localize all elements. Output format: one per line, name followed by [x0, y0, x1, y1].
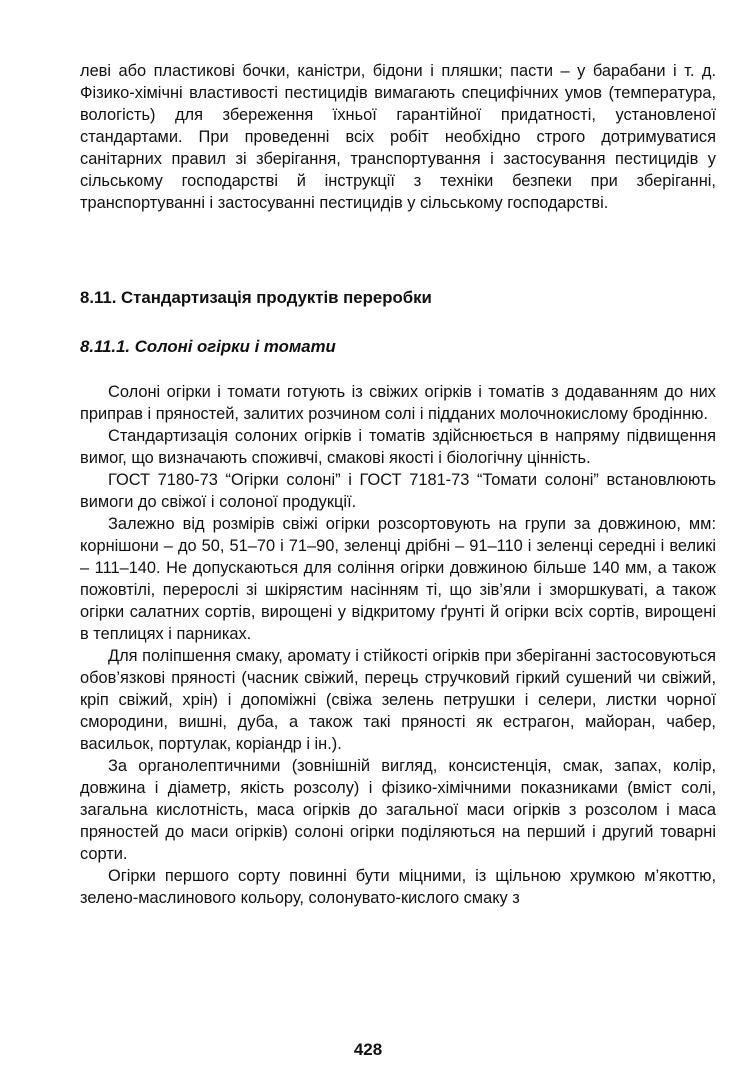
intro-block [80, 60, 716, 214]
intro-paragraph: леві або пластикові бочки, каністри, бідони і пляшки; пасти – у барабани і т. д. Фізико-хімічні властивості пестицидів вимагають специфічних умов (температура, вологість) для збереження їхньої гарантійної придатності, установленої стандартами. При проведенні всіх робіт необхідно строго дотримуватися санітарних правил зі зберігання, транспортування і застосування пестицидів у сільському господарстві й інструкції з техніки безпеки при зберіганні, транспортуванні і застосуванні пестицидів у сільському господарстві. [80, 62, 716, 212]
paragraph: ГОСТ 7180-73 “Огірки солоні” і ГОСТ 7181-73 “Томати солоні” встановлюють вимоги до свіжої і солоної продукції. [80, 471, 716, 511]
section-heading: 8.11. Стандартизація продуктів переробки [80, 288, 432, 307]
paragraph: Залежно від розмірів свіжі огірки розсортовують на групи за довжиною, мм: корнішони – до 50, 51–70 і 71–90, зеленці дрібні – 91–110 і зеленці середні і великі – 111–140. Не допускаються для соління огірки довжиною більше 140 мм, а також пожовтілі, перерослі зі шкірястим насінням ті, що зів’яли і зморшкуваті, а також огірки салатних сортів, вирощені у відкритому ґрунті й огірки всіх сортів, вирощені в теплицях і парниках. [80, 515, 716, 643]
subsection-heading: 8.11.1. Солоні огірки і томати [80, 337, 336, 356]
paragraph: Стандартизація солоних огірків і томатів здійснюється в напряму підвищення вимог, що визначають споживчі, смакові якості і біологічну цінність. [80, 427, 716, 467]
paragraph: Солоні огірки і томати готують із свіжих огірків і томатів з додаванням до них приправ і пряностей, залитих розчином солі і підданих молочнокислому бродінню. [80, 383, 716, 423]
page-number: 428 [353, 1040, 383, 1059]
paragraph: Для поліпшення смаку, аромату і стійкості огірків при зберіганні застосовуються обов’язкові пряності (часник свіжий, перець стручковий гіркий сушений чи свіжий, кріп свіжий, хрін) і допоміжні (свіжа зелень петрушки і селери, листки чорної смородини, вишні, дуба, а також такі пряності як естрагон, майоран, чабер, васильок, портулак, коріандр і ін.). [80, 647, 716, 753]
paragraph: Огірки першого сорту повинні бути міцними, із щільною хрумкою м’якоттю, зелено-маслинового кольору, солонувато-кислого смаку з [80, 867, 716, 907]
paragraph: За органолептичними (зовнішній вигляд, консистенція, смак, запах, колір, довжина і діаметр, якість розсолу) і фізико-хімічними показниками (вміст солі, загальна кислотність, маса огірків до загальної маси огірків з розсолом і маса пряностей до маси огірків) солоні огірки поділяються на перший і другий товарні сорти. [80, 757, 716, 863]
body-text [80, 381, 716, 909]
